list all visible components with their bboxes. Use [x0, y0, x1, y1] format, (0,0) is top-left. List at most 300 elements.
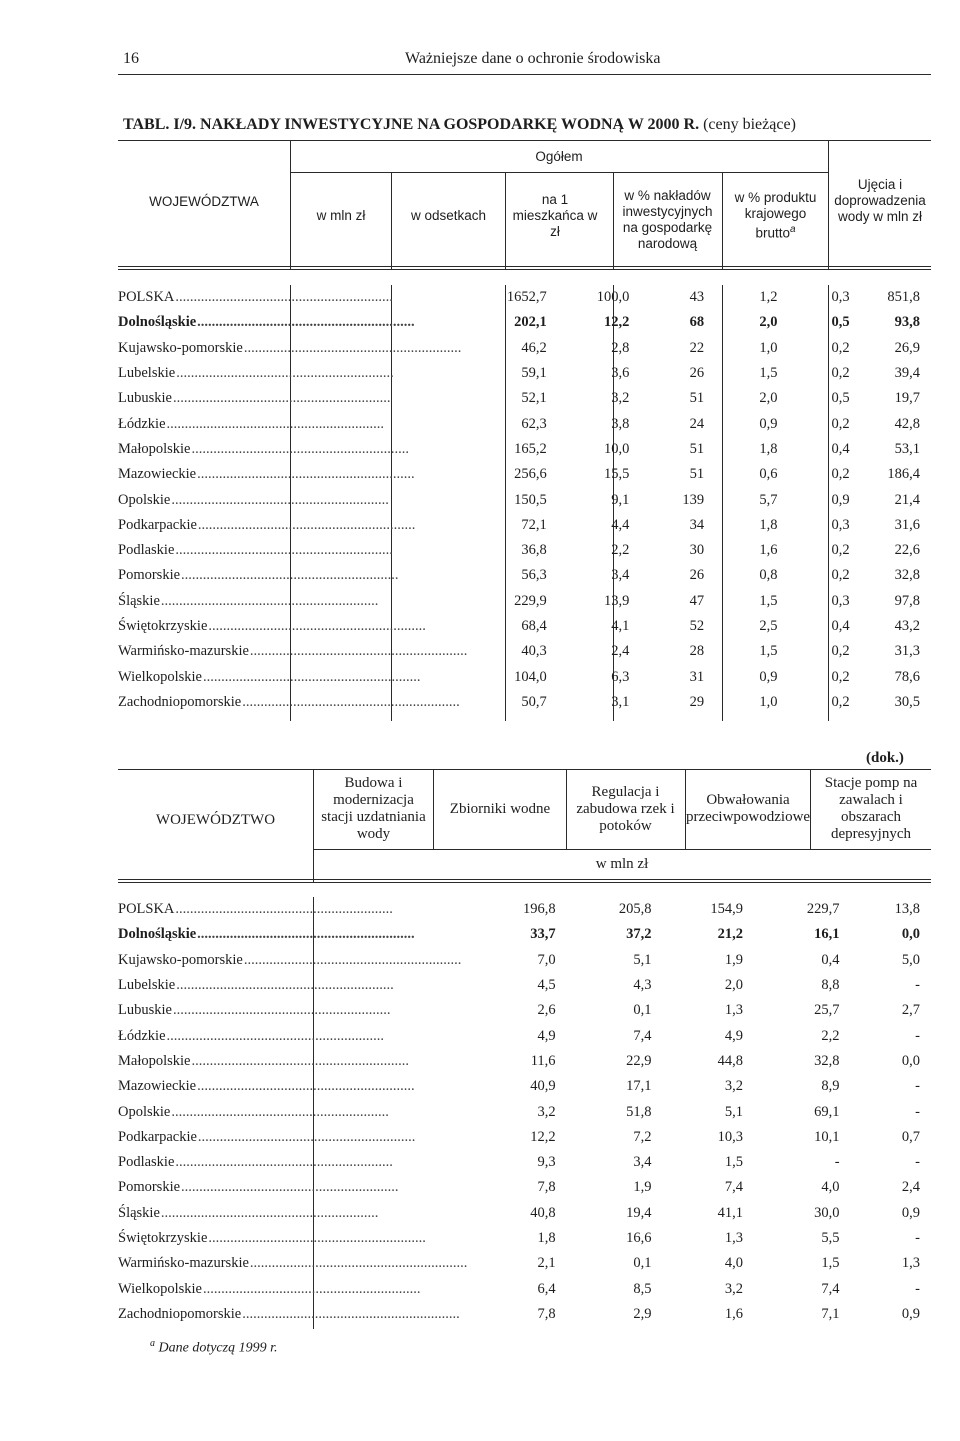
value-cell: 52,1	[521, 390, 547, 407]
value-cell: 4,0	[724, 1255, 743, 1272]
region-name: Świętokrzyskie	[118, 618, 208, 634]
region-name-cell	[118, 973, 467, 998]
table-row	[118, 1175, 920, 1200]
dot-leader: ............................................................	[176, 365, 394, 382]
value-cell: 5,1	[633, 951, 652, 968]
dot-leader: ............................................................	[176, 977, 394, 994]
value-cell: 0,4	[821, 951, 840, 968]
value-cell: 5,0	[901, 951, 920, 968]
value-cell: 0,9	[901, 1204, 920, 1221]
value-cell: 21,4	[894, 491, 920, 508]
value-cell: 1,5	[821, 1255, 840, 1272]
value-cell: 72,1	[521, 516, 547, 533]
value-cell: 12,2	[530, 1128, 556, 1145]
table-row	[118, 639, 920, 664]
value-cell: 139	[682, 491, 705, 508]
value-cell: 32,8	[814, 1052, 840, 1069]
t1-col-mln: w mln zł	[316, 208, 366, 223]
region-name-cell	[118, 664, 467, 689]
value-cell: 1,6	[759, 542, 778, 559]
region-name-cell	[118, 361, 467, 386]
table-title	[123, 116, 796, 134]
value-cell: 26	[689, 365, 705, 382]
region-name-cell	[118, 1302, 467, 1327]
value-cell: 2,5	[759, 618, 778, 634]
value-cell: 0,3	[831, 516, 850, 533]
dot-leader: ............................................................	[208, 618, 426, 634]
region-name: Opolskie	[118, 1103, 171, 1120]
dot-leader: ............................................................	[197, 466, 415, 483]
value-cell: 10,3	[717, 1128, 743, 1145]
value-cell: -	[915, 1103, 920, 1120]
region-name-cell	[118, 285, 467, 310]
value-cell: 0,4	[831, 440, 850, 457]
dot-leader: ............................................................	[242, 1305, 460, 1322]
value-cell: 0,5	[831, 314, 850, 331]
value-cell: 1,5	[724, 1154, 743, 1171]
t2-unit: w mln zł	[595, 856, 649, 872]
dot-leader: ............................................................	[175, 1154, 393, 1171]
dot-leader: ............................................................	[242, 693, 460, 710]
value-cell: 0,2	[831, 415, 850, 432]
value-cell: 2,7	[901, 1002, 920, 1019]
dot-leader: ............................................................	[249, 1255, 468, 1272]
region-name: Podkarpackie	[118, 1128, 197, 1145]
value-cell: 0,7	[901, 1128, 920, 1145]
region-name: Pomorskie	[118, 1179, 181, 1196]
value-cell: 40,3	[521, 643, 547, 660]
t1-col-pct-invest: w % nakładów inwestycyjnych na gospodarkę narodową	[622, 188, 713, 251]
value-cell: 0,2	[831, 466, 850, 483]
value-cell: 16,1	[814, 926, 840, 943]
value-cell: 12,2	[603, 314, 630, 331]
value-cell: 1,9	[633, 1179, 652, 1196]
region-name: Lubuskie	[118, 390, 172, 407]
value-cell: 40,9	[530, 1078, 556, 1095]
value-cell: 3,2	[724, 1280, 743, 1297]
table-row	[118, 1150, 920, 1175]
continuation-label: (dok.)	[866, 750, 904, 766]
region-name: Wielkopolskie	[118, 1280, 202, 1297]
table-row	[118, 614, 920, 639]
value-cell: 1,2	[759, 289, 778, 306]
value-cell: 205,8	[618, 901, 652, 918]
table-row	[118, 897, 920, 922]
value-cell: 30,5	[894, 693, 920, 710]
value-cell: 150,5	[514, 491, 547, 508]
region-name-cell	[118, 1074, 467, 1099]
region-name-cell	[118, 690, 467, 715]
value-cell: 3,1	[611, 693, 630, 710]
value-cell: 1,8	[759, 440, 778, 457]
value-cell: 0,9	[759, 415, 778, 432]
value-cell: 0,9	[901, 1305, 920, 1322]
region-name: Wielkopolskie	[118, 668, 202, 685]
value-cell: 2,9	[633, 1305, 652, 1322]
value-cell: 7,1	[821, 1305, 840, 1322]
value-cell: 13,8	[894, 901, 920, 918]
value-cell: 24	[689, 415, 705, 432]
table-row	[118, 589, 920, 614]
value-cell: 56,3	[521, 567, 547, 584]
value-cell: 1652,7	[506, 289, 547, 306]
region-name-cell	[118, 1175, 467, 1200]
value-cell: 16,6	[626, 1230, 652, 1246]
region-name-cell	[118, 462, 467, 487]
value-cell: 7,4	[633, 1027, 652, 1044]
value-cell: 10,1	[814, 1128, 840, 1145]
value-cell: 229,7	[806, 901, 840, 918]
region-name: Pomorskie	[118, 567, 181, 584]
value-cell: 4,1	[611, 618, 630, 634]
value-cell: 4,9	[537, 1027, 556, 1044]
value-cell: 229,9	[514, 592, 547, 609]
value-cell: 0,3	[831, 289, 850, 306]
value-cell: 43	[689, 289, 705, 306]
value-cell: 1,5	[759, 643, 778, 660]
value-cell: 3,2	[537, 1103, 556, 1120]
region-name: Warmińsko-mazurskie	[118, 1255, 249, 1272]
region-name-cell	[118, 1023, 467, 1048]
table-row	[118, 1302, 920, 1327]
value-cell: 100,0	[596, 289, 630, 306]
value-cell: 104,0	[514, 668, 547, 685]
header-rule	[118, 74, 931, 75]
value-cell: 19,7	[894, 390, 920, 407]
footnote	[150, 1338, 278, 1357]
value-cell: 0,2	[831, 339, 850, 356]
value-cell: 0,0	[901, 1052, 920, 1069]
value-cell: 97,8	[894, 592, 920, 609]
value-cell: 0,6	[759, 466, 778, 483]
table-row	[118, 1251, 920, 1276]
footnote-text: Dane dotyczą 1999 r.	[158, 1340, 278, 1356]
dot-leader: ............................................................	[202, 1280, 421, 1297]
dot-leader: ............................................................	[171, 491, 389, 508]
dot-leader: ............................................................	[191, 440, 409, 457]
value-cell: -	[915, 1027, 920, 1044]
value-cell: 3,2	[611, 390, 630, 407]
value-cell: 154,9	[710, 901, 743, 918]
table-row	[118, 1074, 920, 1099]
table-row	[118, 1276, 920, 1301]
value-cell: 8,8	[821, 977, 840, 994]
value-cell: 0,3	[831, 592, 850, 609]
value-cell: -	[915, 1280, 920, 1297]
value-cell: 5,1	[724, 1103, 743, 1120]
region-name: Świętokrzyskie	[118, 1230, 208, 1246]
table-row	[118, 411, 920, 436]
value-cell: 36,8	[521, 542, 547, 559]
value-cell: 7,8	[537, 1179, 556, 1196]
value-cell: 3,4	[611, 567, 630, 584]
dot-leader: ............................................................	[243, 339, 462, 356]
dot-leader: ............................................................	[249, 643, 468, 660]
value-cell: 32,8	[894, 567, 920, 584]
value-cell: 0,2	[831, 643, 850, 660]
value-cell: 1,8	[537, 1230, 556, 1246]
dot-leader: ............................................................	[175, 901, 393, 918]
value-cell: 40,8	[530, 1204, 556, 1221]
dot-leader: ............................................................	[160, 592, 379, 609]
value-cell: 33,7	[530, 926, 556, 943]
value-cell: 7,2	[633, 1128, 652, 1145]
value-cell: 4,5	[537, 977, 556, 994]
dot-leader: ............................................................	[197, 1078, 415, 1095]
region-name-cell	[118, 386, 467, 411]
region-name-cell	[118, 310, 467, 335]
value-cell: 2,8	[611, 339, 630, 356]
value-cell: 42,8	[894, 415, 920, 432]
region-name-cell	[118, 1276, 467, 1301]
table2-body	[118, 897, 920, 1327]
value-cell: 1,6	[724, 1305, 743, 1322]
value-cell: -	[915, 1230, 920, 1246]
region-name: Dolnośląskie	[118, 926, 197, 943]
region-name: Podkarpackie	[118, 516, 197, 533]
value-cell: 21,2	[717, 926, 743, 943]
value-cell: 30,0	[814, 1204, 840, 1221]
table-row	[118, 690, 920, 715]
value-cell: 2,6	[537, 1002, 556, 1019]
region-name: Opolskie	[118, 491, 171, 508]
value-cell: 41,1	[717, 1204, 743, 1221]
value-cell: 165,2	[514, 440, 547, 457]
table-row	[118, 336, 920, 361]
t1-group-total: Ogółem	[535, 148, 583, 164]
value-cell: -	[915, 977, 920, 994]
value-cell: 0,2	[831, 693, 850, 710]
table-row	[118, 1023, 920, 1048]
value-cell: 0,2	[831, 542, 850, 559]
t1-col-region: WOJEWÓDZTWA	[149, 194, 259, 209]
table-title-note: (ceny bieżące)	[703, 116, 796, 133]
value-cell: 7,4	[724, 1179, 743, 1196]
value-cell: 851,8	[887, 289, 920, 306]
value-cell: -	[915, 1154, 920, 1171]
value-cell: 51	[689, 466, 705, 483]
value-cell: 31,3	[894, 643, 920, 660]
value-cell: 68	[689, 314, 705, 331]
value-cell: 47	[689, 592, 705, 609]
table-row	[118, 1226, 920, 1251]
value-cell: 7,0	[537, 951, 556, 968]
value-cell: 26,9	[894, 339, 920, 356]
region-name-cell	[118, 336, 467, 361]
region-name: Podlaskie	[118, 542, 175, 559]
table-row	[118, 1099, 920, 1124]
dot-leader: ............................................................	[197, 926, 415, 943]
value-cell: 5,7	[759, 491, 778, 508]
value-cell: 1,5	[759, 592, 778, 609]
region-name-cell	[118, 948, 467, 973]
region-name: Lubelskie	[118, 977, 176, 994]
region-name: Podlaskie	[118, 1154, 175, 1171]
value-cell: 1,0	[759, 693, 778, 710]
value-cell: 1,3	[724, 1002, 743, 1019]
value-cell: 6,4	[537, 1280, 556, 1297]
dot-leader: ............................................................	[172, 1002, 391, 1019]
region-name-cell	[118, 1099, 467, 1124]
table-row	[118, 487, 920, 512]
value-cell: 256,6	[514, 466, 547, 483]
t1-col-pct-gdp-label: w % produktu krajowego brutto	[734, 190, 817, 241]
region-name: Lubuskie	[118, 1002, 172, 1019]
table-row	[118, 664, 920, 689]
value-cell: 0,9	[759, 668, 778, 685]
table-row	[118, 1049, 920, 1074]
t1-col-per-capita: na 1 mieszkańca w zł	[512, 192, 598, 239]
dot-leader: ............................................................	[160, 1204, 379, 1221]
table-row	[118, 361, 920, 386]
dot-leader: ............................................................	[197, 516, 416, 533]
value-cell: 2,1	[537, 1255, 556, 1272]
region-name-cell	[118, 922, 467, 947]
value-cell: 1,3	[901, 1255, 920, 1272]
value-cell: 0,1	[633, 1255, 652, 1272]
t2-col-stations: Budowa i modernizacja stacji uzdatniania wody	[321, 775, 426, 842]
value-cell: 22,9	[626, 1052, 652, 1069]
region-name: Śląskie	[118, 592, 160, 609]
value-cell: 3,6	[611, 365, 630, 382]
value-cell: 196,8	[522, 901, 556, 918]
value-cell: 2,4	[611, 643, 630, 660]
table-row	[118, 973, 920, 998]
region-name: POLSKA	[118, 901, 175, 918]
table-row	[118, 285, 920, 310]
value-cell: 9,1	[611, 491, 630, 508]
region-name-cell	[118, 1226, 467, 1251]
t1-col-intake: Ujęcia i doprowadzenia wody w mln zł	[834, 177, 926, 224]
value-cell: 0,2	[831, 567, 850, 584]
value-cell: 2,0	[759, 314, 778, 331]
table-title-main: TABL. I/9. NAKŁADY INWESTYCYJNE NA GOSPODARKĘ WODNĄ W 2000 R.	[123, 116, 700, 133]
value-cell: 186,4	[887, 466, 920, 483]
page-number: 16	[123, 50, 139, 67]
value-cell: 9,3	[537, 1154, 556, 1171]
value-cell: 0,5	[831, 390, 850, 407]
table-row	[118, 538, 920, 563]
value-cell: 4,0	[821, 1179, 840, 1196]
value-cell: 52	[689, 618, 705, 634]
value-cell: 68,4	[521, 618, 547, 634]
region-name: Śląskie	[118, 1204, 160, 1221]
value-cell: 19,4	[626, 1204, 652, 1221]
value-cell: 15,5	[603, 466, 630, 483]
table-row	[118, 386, 920, 411]
value-cell: 51,8	[626, 1103, 652, 1120]
value-cell: 59,1	[521, 365, 547, 382]
value-cell: 37,2	[626, 926, 652, 943]
value-cell: 202,1	[514, 314, 547, 331]
region-name: Warmińsko-mazurskie	[118, 643, 249, 660]
table-row	[118, 563, 920, 588]
t1-col-pct: w odsetkach	[410, 208, 487, 223]
table-row	[118, 948, 920, 973]
value-cell: 8,9	[821, 1078, 840, 1095]
value-cell: 0,0	[901, 926, 920, 943]
value-cell: 51	[689, 440, 705, 457]
table1-body	[118, 285, 920, 715]
table-row	[118, 513, 920, 538]
region-name: Zachodniopomorskie	[118, 693, 242, 710]
value-cell: 0,2	[831, 668, 850, 685]
value-cell: 0,4	[831, 618, 850, 634]
value-cell: 53,1	[894, 440, 920, 457]
region-name: Kujawsko-pomorskie	[118, 951, 243, 968]
value-cell: 3,2	[724, 1078, 743, 1095]
value-cell: 17,1	[626, 1078, 652, 1095]
value-cell: 25,7	[814, 1002, 840, 1019]
value-cell: 0,8	[759, 567, 778, 584]
dot-leader: ............................................................	[197, 314, 415, 331]
value-cell: 6,3	[611, 668, 630, 685]
value-cell: 29	[689, 693, 705, 710]
dot-leader: ............................................................	[181, 1179, 399, 1196]
region-name-cell	[118, 998, 467, 1023]
region-name: Zachodniopomorskie	[118, 1305, 242, 1322]
dot-leader: ............................................................	[191, 1052, 409, 1069]
table-row	[118, 1125, 920, 1150]
table-row	[118, 462, 920, 487]
value-cell: 2,4	[901, 1179, 920, 1196]
footnote-marker-symbol: a	[150, 1338, 155, 1349]
value-cell: 69,1	[814, 1103, 840, 1120]
value-cell: 3,8	[611, 415, 630, 432]
running-header: Ważniejsze dane o ochronie środowiska	[405, 50, 661, 67]
t2-col-rivers: Regulacja i zabudowa rzek i potoków	[576, 783, 675, 834]
value-cell: 4,4	[611, 516, 630, 533]
value-cell: 22	[689, 339, 705, 356]
region-name: Lubelskie	[118, 365, 176, 382]
dot-leader: ............................................................	[166, 1027, 385, 1044]
region-name-cell	[118, 538, 467, 563]
region-name: Łódzkie	[118, 415, 166, 432]
region-name-cell	[118, 563, 467, 588]
dot-leader: ............................................................	[172, 390, 391, 407]
value-cell: 44,8	[717, 1052, 743, 1069]
value-cell: 31	[689, 668, 705, 685]
value-cell: 28	[689, 643, 705, 660]
value-cell: 10,0	[603, 440, 630, 457]
value-cell: 1,5	[759, 365, 778, 382]
value-cell: 7,8	[537, 1305, 556, 1322]
value-cell: 2,2	[821, 1027, 840, 1044]
table-row	[118, 1201, 920, 1226]
region-name: Kujawsko-pomorskie	[118, 339, 243, 356]
dot-leader: ............................................................	[171, 1103, 389, 1120]
value-cell: 7,4	[821, 1280, 840, 1297]
dot-leader: ............................................................	[166, 415, 385, 432]
region-name: Łódzkie	[118, 1027, 166, 1044]
region-name: Mazowieckie	[118, 1078, 197, 1095]
value-cell: 31,6	[894, 516, 920, 533]
value-cell: 62,3	[521, 415, 547, 432]
dot-leader: ............................................................	[243, 951, 462, 968]
region-name-cell	[118, 437, 467, 462]
value-cell: 30	[689, 542, 705, 559]
t2-col-pumps: Stacje pomp na zawalach i obszarach depresyjnych	[824, 775, 918, 842]
value-cell: 50,7	[521, 693, 547, 710]
value-cell: 4,9	[724, 1027, 743, 1044]
region-name-cell	[118, 614, 467, 639]
value-cell: 11,6	[530, 1052, 556, 1069]
value-cell: 1,8	[759, 516, 778, 533]
value-cell: 39,4	[894, 365, 920, 382]
region-name-cell	[118, 1049, 467, 1074]
value-cell: 1,0	[759, 339, 778, 356]
region-name: Małopolskie	[118, 1052, 191, 1069]
